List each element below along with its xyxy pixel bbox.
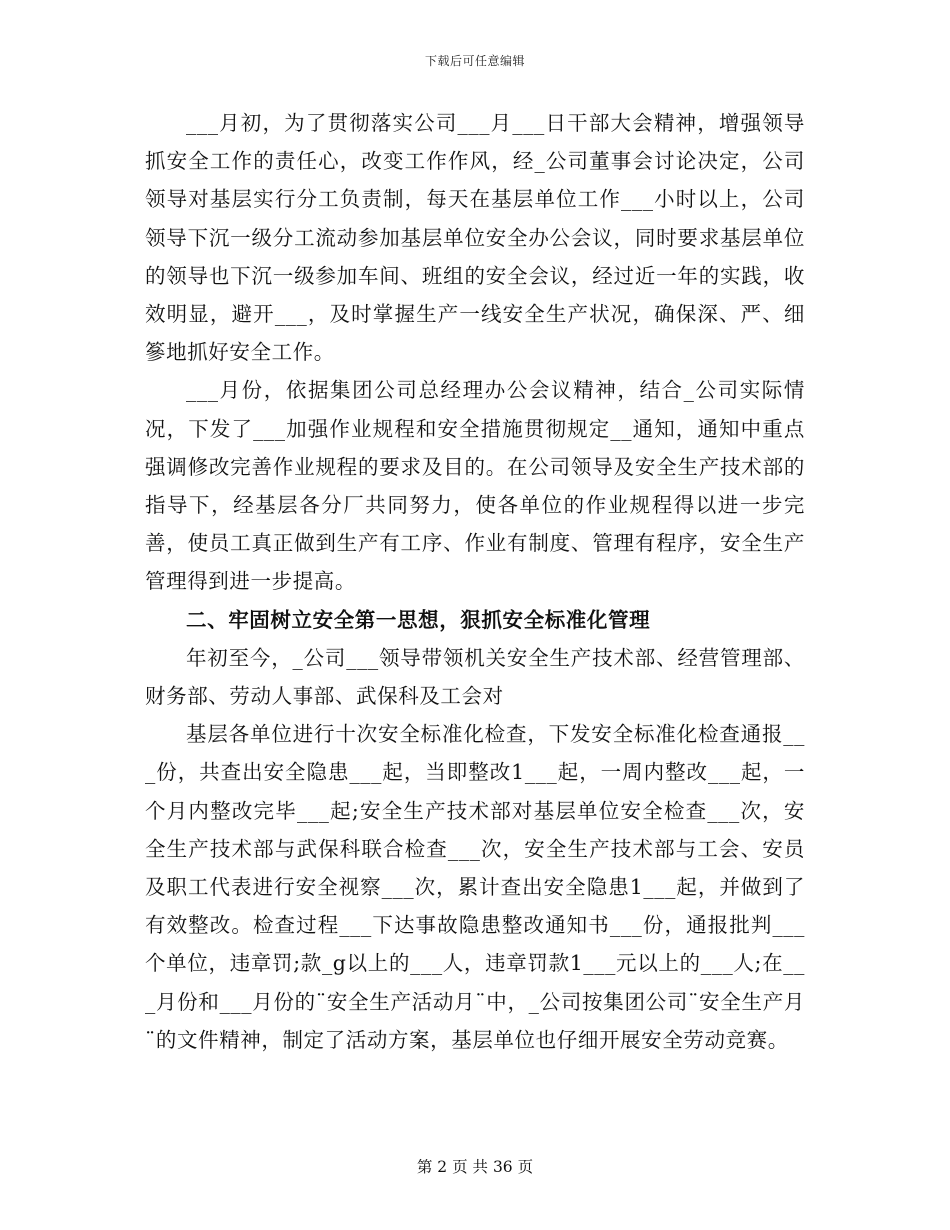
- paragraph-1: ___月初，为了贯彻落实公司___月___日干部大会精神，增强领导抓安全工作的责任心，改变工作作风，经_公司董事会讨论决定，公司领导对基层实行分工负责制，每天在基层单位工作___小时以上，公司领导下沉一级分工流动参加基层单位安全办公会议，同时要求基层单位的领导也下沉一级参加车间、班组的安全会议，经过近一年的实践，收效明显，避开___，及时掌握生产一线安全生产状况，确保深、严、细篸地抓好安全工作。: [145, 111, 805, 365]
- document-body: [145, 104, 805, 1059]
- page-header: 下载后可任意编辑: [424, 54, 525, 68]
- page-number: 第 2 页 共 36 页: [416, 1158, 534, 1176]
- paragraph-4: 基层各单位进行十次安全标准化检查，下发安全标准化检查通报___份，共查出安全隐患___起，当即整改1___起，一周内整改___起，一个月内整改完毕___起;安全生产技术部对基层单位安全检查___次，安全生产技术部与武保科联合检查___次，安全生产技术部与工会、安员及职工代表进行安全视察___次，累计查出安全隐患1___起，并做到了有效整改。检查过程___下达事故隐患整改通知书___份，通报批判___个单位，违章罚;款_g以上的___人，违章罚款1___元以上的___人;在___月份和___月份的¨安全生产活动月¨中，_公司按集团公司¨安全生产月¨的文件精神，制定了活动方案，基层单位也仔细开展安全劳动竞赛。: [145, 722, 805, 1052]
- section-heading: 二、牢固树立安全第一思想，狠抓安全标准化管理: [186, 607, 651, 632]
- paragraph-3: 年初至今，_公司___领导带领机关安全生产技术部、经营管理部、财务部、劳动人事部、武保科及工会对: [145, 645, 805, 709]
- paragraph-2: ___月份，依据集团公司总经理办公会议精神，结合_公司实际情况，下发了___加强作业规程和安全措施贯彻规定__通知，通知中重点强调修改完善作业规程的要求及目的。在公司领导及安全生产技术部的指导下，经基层各分厂共同努力，使各单位的作业规程得以进一步完善，使员工真正做到生产有工序、作业有制度、管理有程序，安全生产管理得到进一步提高。: [145, 378, 805, 594]
